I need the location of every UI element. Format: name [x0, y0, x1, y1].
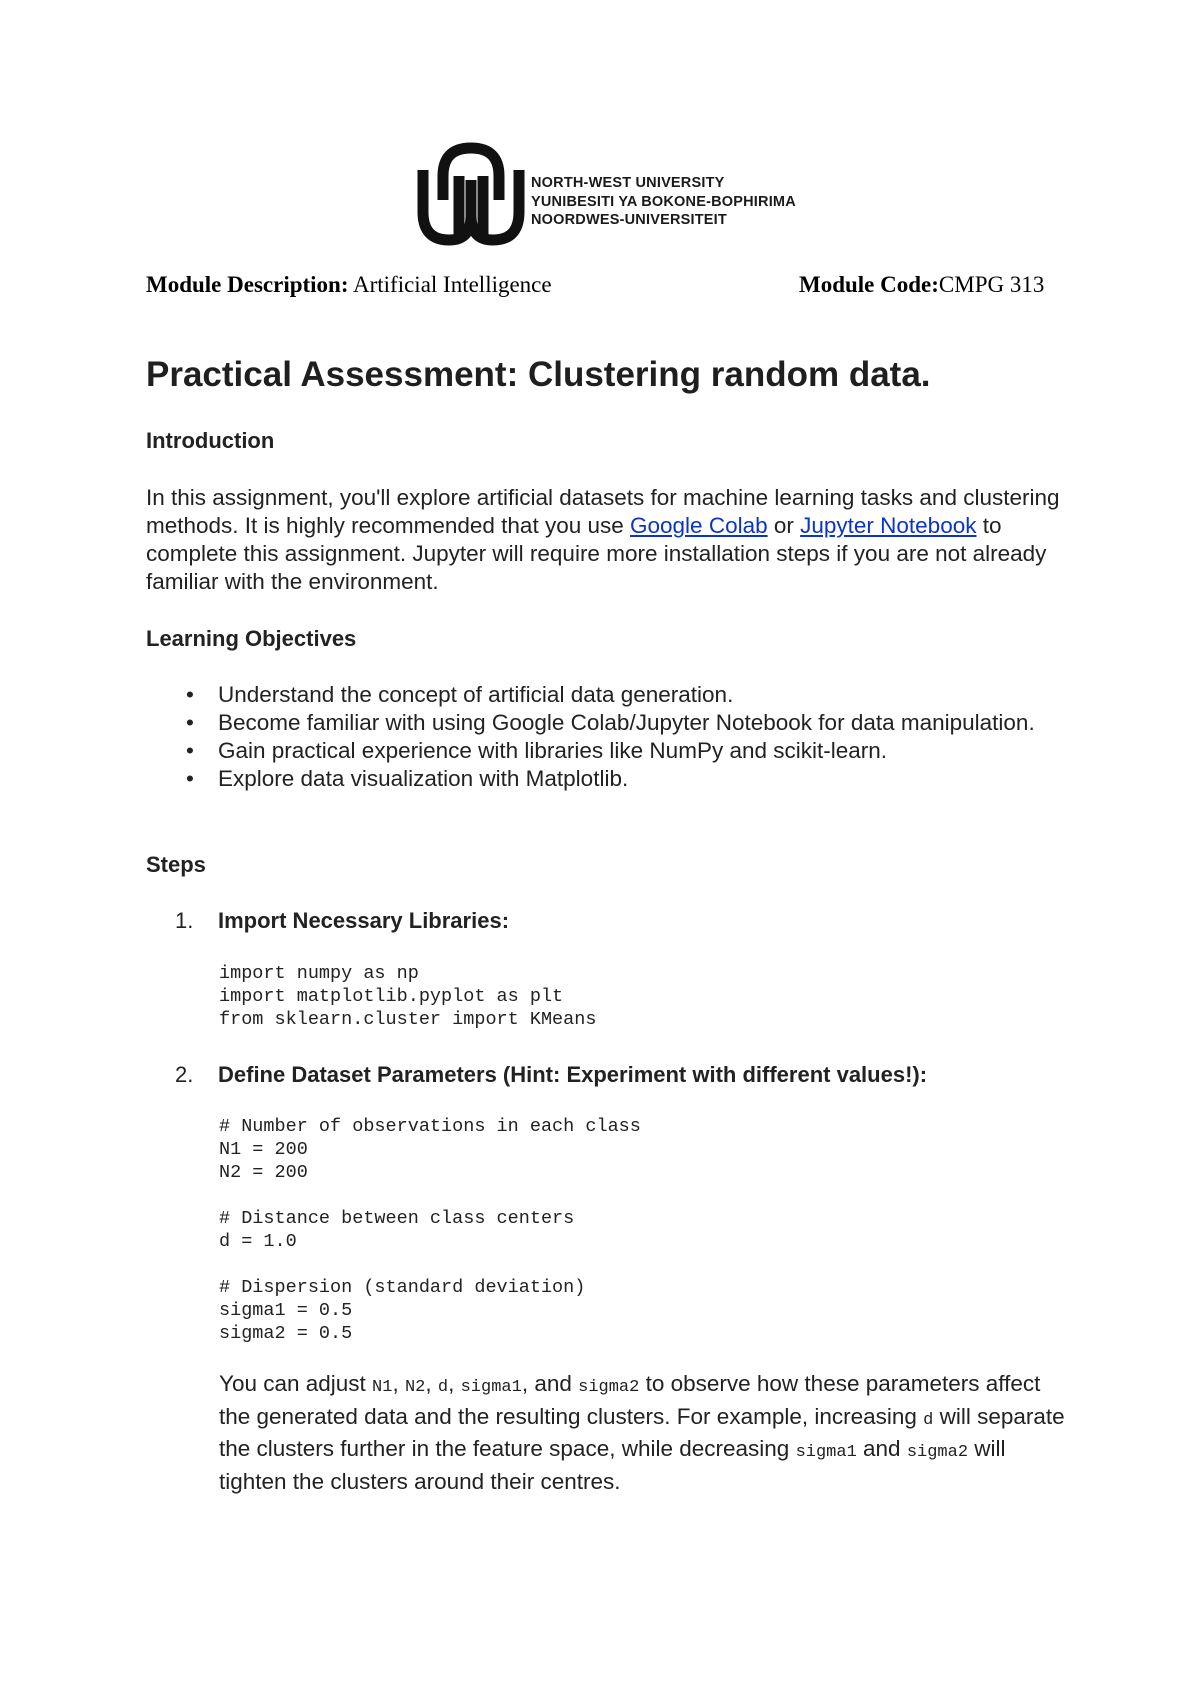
page-title: Practical Assessment: Clustering random data. — [146, 355, 931, 394]
bullet-icon: • — [186, 710, 194, 735]
step-2 — [175, 1062, 927, 1088]
introduction-paragraph — [146, 484, 1076, 596]
nwu-logo-icon — [415, 140, 527, 252]
step-2-code-block: # Number of observations in each class N1 = 200 N2 = 200 # Distance between class centers d = 1.0 # Dispersion (standard deviation) sigma1 = 0.5 sigma2 = 0.5 — [219, 1116, 641, 1344]
step-1-label: Import Necessary Libraries: — [218, 908, 510, 933]
explain-text: will separate the clusters further in the feature space, while decreasing — [219, 1403, 1065, 1461]
steps-heading: Steps — [146, 852, 206, 877]
google-colab-link[interactable]: Google Colab — [630, 513, 768, 538]
explain-text: , — [425, 1371, 438, 1396]
list-item — [146, 709, 1076, 737]
inline-code: sigma2 — [906, 1443, 969, 1462]
step-2-label: Define Dataset Parameters (Hint: Experiment with different values!): — [218, 1062, 928, 1087]
inline-code: N1 — [372, 1378, 393, 1397]
list-item — [146, 765, 1076, 793]
step-2-number: 2. — [175, 1062, 194, 1087]
list-item — [146, 737, 1076, 765]
explain-text: , and — [521, 1371, 579, 1396]
logo-text — [531, 174, 796, 230]
logo-line-2: YUNIBESITI YA BOKONE-BOPHIRIMA — [531, 193, 796, 210]
bullet-icon: • — [186, 682, 194, 707]
step-1-number: 1. — [175, 908, 194, 933]
list-item-text: Explore data visualization with Matplotlib. — [218, 766, 629, 791]
bullet-icon: • — [186, 766, 194, 791]
explain-text: and — [856, 1436, 907, 1461]
step-1-code-block: import numpy as np import matplotlib.pyplot as plt from sklearn.cluster import KMeans — [219, 963, 597, 1030]
list-item-text: Understand the concept of artificial data generation. — [218, 682, 734, 707]
module-description-value: Artificial Intelligence — [353, 272, 552, 297]
step-1 — [175, 908, 509, 934]
explain-text: to observe how these parameters affect the generated data and the resulting clusters. For example, increasing — [219, 1371, 1041, 1429]
university-logo — [415, 140, 835, 252]
learning-objectives-heading: Learning Objectives — [146, 626, 357, 651]
module-code — [799, 272, 1044, 298]
inline-code: sigma2 — [578, 1378, 640, 1397]
intro-text-3: to complete this assignment. Jupyter will require more installation steps if you are not already familiar with the environment. — [146, 513, 1047, 594]
explain-text: will tighten the clusters around their centres. — [219, 1436, 1006, 1494]
module-code-label: Module Code: — [799, 272, 939, 297]
parameters-explanation — [219, 1370, 1069, 1496]
jupyter-notebook-link[interactable]: Jupyter Notebook — [800, 513, 977, 538]
inline-code: sigma1 — [460, 1378, 522, 1397]
inline-code: sigma1 — [795, 1443, 857, 1462]
intro-text-1: In this assignment, you'll explore artificial datasets for machine learning tasks and clustering methods. It is highly recommended that you use — [146, 485, 1060, 538]
explain-text: You can adjust — [219, 1371, 373, 1396]
bullet-icon: • — [186, 738, 194, 763]
inline-code: N2 — [404, 1378, 426, 1397]
intro-text-2: or — [767, 513, 801, 538]
module-description-label: Module Description: — [146, 272, 349, 297]
learning-objectives-list — [146, 681, 1076, 793]
list-item — [146, 681, 1076, 709]
list-item-text: Become familiar with using Google Colab/Jupyter Notebook for data manipulation. — [218, 710, 1035, 735]
logo-line-1: NORTH-WEST UNIVERSITY — [531, 175, 725, 191]
module-code-value: CMPG 313 — [938, 272, 1045, 297]
explain-text: , — [392, 1371, 405, 1396]
list-item-text: Gain practical experience with libraries like NumPy and scikit-learn. — [218, 738, 888, 763]
introduction-heading: Introduction — [146, 428, 275, 453]
logo-line-3: NOORDWES-UNIVERSITEIT — [531, 212, 727, 228]
explain-text: , — [448, 1371, 461, 1396]
module-description — [146, 272, 552, 298]
inline-code: d — [437, 1378, 449, 1397]
inline-code: d — [923, 1410, 934, 1430]
